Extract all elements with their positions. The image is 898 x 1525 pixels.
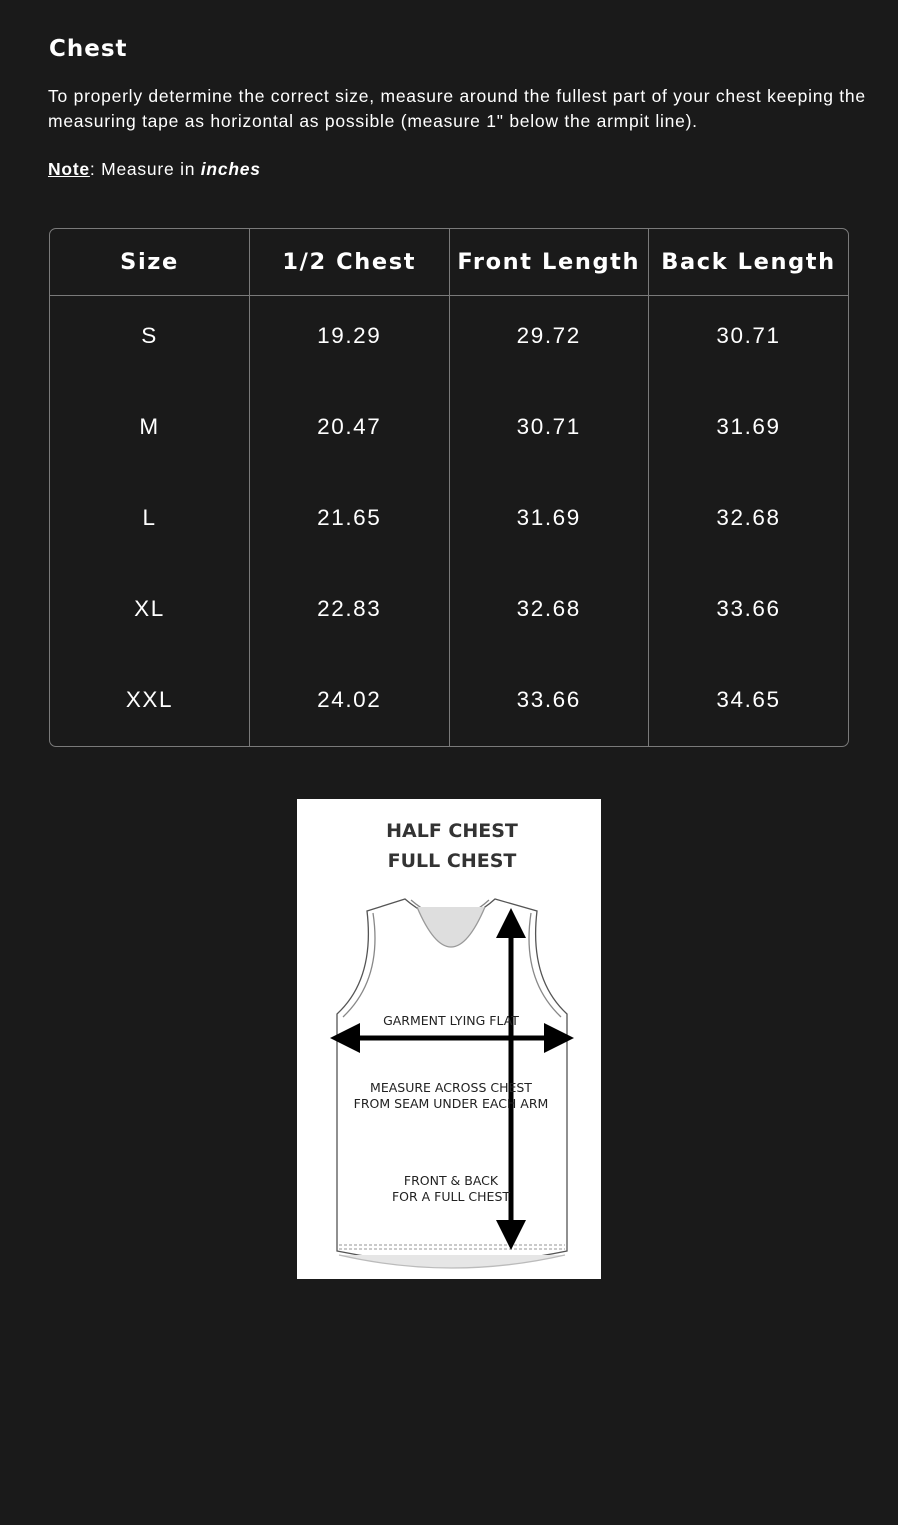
header-front-length: Front Length: [449, 229, 649, 295]
cell-size: XL: [134, 595, 165, 621]
table-row: [50, 477, 848, 568]
unit-note: [48, 159, 261, 180]
cell-back-length: 32.68: [649, 477, 849, 568]
note-text: : Measure in: [89, 159, 201, 179]
cell-size: XXL: [125, 686, 174, 712]
table-row: [50, 295, 848, 386]
label-full-chest: FOR A FULL CHEST: [391, 1189, 511, 1204]
label-from-seam: FROM SEAM UNDER EACH ARM: [353, 1096, 549, 1111]
label-measure-across: MEASURE ACROSS CHEST: [370, 1080, 532, 1095]
header-half-chest: 1/2 Chest: [250, 229, 450, 295]
header-size: Size: [50, 229, 250, 295]
cell-front-length: 32.68: [449, 568, 649, 659]
measure-instructions: To properly determine the correct size, measure around the fullest part of your chest keeping the measuring tape as horizontal as possible (measure 1" below the armpit line).: [48, 86, 866, 131]
label-garment-flat: GARMENT LYING FLAT: [383, 1013, 519, 1028]
size-table-container: [49, 228, 849, 747]
cell-front-length: 29.72: [449, 295, 649, 386]
cell-size: S: [141, 322, 158, 348]
cell-back-length: 30.71: [649, 295, 849, 386]
section-heading: Chest: [49, 36, 128, 62]
table-row: [50, 659, 848, 747]
cell-back-length: 31.69: [649, 386, 849, 477]
cell-half-chest: 20.47: [250, 386, 450, 477]
cell-back-length: 34.65: [649, 659, 849, 747]
table-row: [50, 386, 848, 477]
measurement-diagram: [297, 799, 601, 1279]
diagram-title-full: FULL CHEST: [387, 850, 517, 872]
note-label: Note: [48, 159, 90, 179]
cell-front-length: 30.71: [449, 386, 649, 477]
cell-size: M: [139, 413, 160, 439]
cell-half-chest: 24.02: [250, 659, 450, 747]
size-chart-table: [50, 229, 848, 747]
diagram-title-half: HALF CHEST: [386, 820, 518, 842]
cell-back-length: 33.66: [649, 568, 849, 659]
table-header-row: [50, 229, 848, 295]
cell-half-chest: 19.29: [250, 295, 450, 386]
cell-front-length: 31.69: [449, 477, 649, 568]
tank-top-illustration: [297, 799, 601, 1279]
label-front-back: FRONT & BACK: [403, 1173, 499, 1188]
cell-front-length: 33.66: [449, 659, 649, 747]
table-row: [50, 568, 848, 659]
header-back-length: Back Length: [649, 229, 849, 295]
cell-half-chest: 22.83: [250, 568, 450, 659]
note-unit: inches: [200, 159, 261, 179]
cell-half-chest: 21.65: [250, 477, 450, 568]
cell-size: L: [142, 504, 157, 530]
